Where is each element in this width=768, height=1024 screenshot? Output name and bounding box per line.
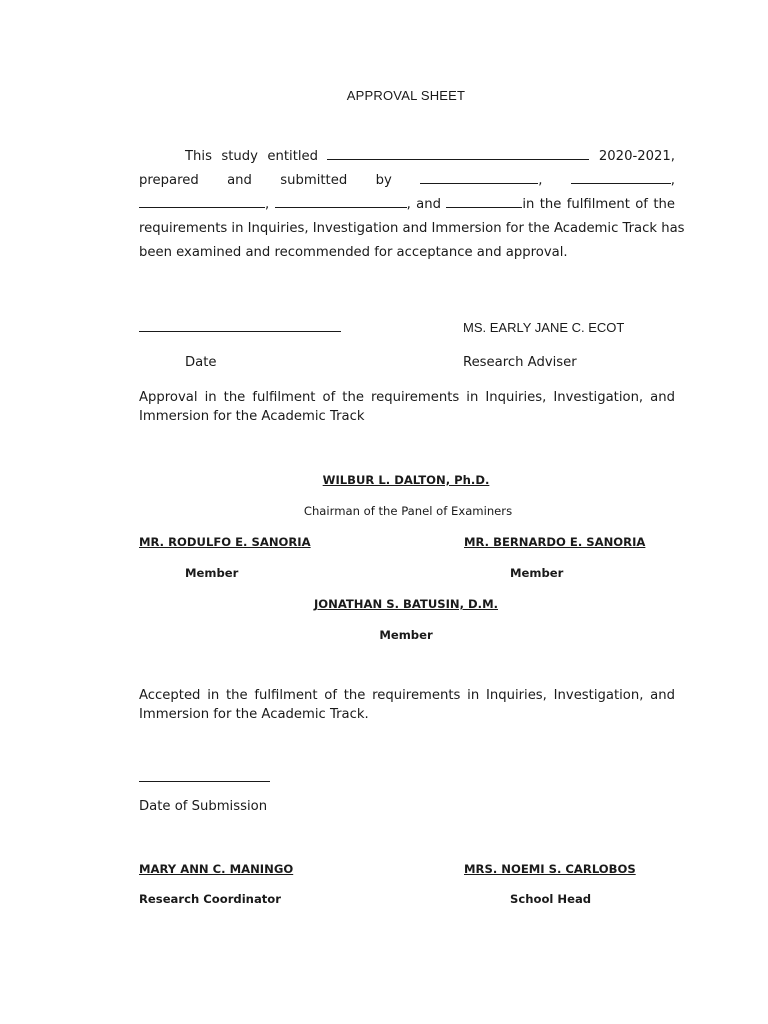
study-line-3: [139, 193, 675, 217]
submission-date-label: Date of Submission: [139, 799, 268, 814]
word-prepared: prepared: [139, 173, 199, 188]
school-head-name: MRS. NOEMI S. CARLOBOS: [464, 862, 636, 876]
study-title-blank: [327, 145, 589, 160]
coordinator-role: Research Coordinator: [139, 892, 281, 906]
researcher-4-slot: [275, 197, 441, 212]
adviser-name: MS. EARLY JANE C. ECOT: [463, 320, 625, 335]
study-line-5: been examined and recommended for acceptance and approval.: [139, 245, 568, 260]
study-line-1: [139, 145, 675, 169]
accepted-paragraph: [139, 686, 675, 724]
approval-paragraph: [139, 388, 675, 426]
study-line-4: requirements in Inquiries, Investigation and Immersion for the Academic Track has: [139, 221, 685, 236]
school-head-role: School Head: [510, 892, 592, 906]
fulfilment-text: in the fulfilment of the: [522, 197, 675, 212]
word-and: and: [227, 173, 252, 188]
researcher-1-blank: [420, 169, 538, 184]
chairman-name: WILBUR L. DALTON, Ph.D.: [322, 473, 490, 487]
researcher-5-slot: [446, 197, 675, 212]
adviser-role: Research Adviser: [463, 355, 577, 370]
researcher-3-slot: [139, 197, 269, 212]
researcher-2-slot: [571, 173, 675, 188]
researcher-4-blank: [275, 193, 407, 208]
researcher-5-blank: [446, 193, 522, 208]
researcher-3-blank: [139, 193, 265, 208]
comma-3: ,: [265, 197, 270, 212]
study-intro-text: This study entitled: [185, 149, 319, 164]
member-2-name: MR. BERNARDO E. SANORIA: [464, 535, 646, 549]
submission-date-line: [139, 781, 270, 782]
member-3-role: Member: [379, 628, 433, 642]
adviser-date-label: Date: [185, 355, 217, 370]
approval-line-1: Approval in the fulfilment of the requirements in Inquiries, Investigation, and: [139, 390, 675, 405]
page-title: APPROVAL SHEET: [346, 88, 466, 103]
accepted-line-1: Accepted in the fulfilment of the requirements in Inquiries, Investigation, and: [139, 688, 675, 703]
chairman-role: Chairman of the Panel of Examiners: [303, 504, 513, 518]
researcher-1-slot: [420, 173, 542, 188]
member-1-role: Member: [185, 566, 239, 580]
coordinator-name: MARY ANN C. MANINGO: [139, 862, 294, 876]
study-line-2: [139, 169, 675, 193]
adviser-date-line: [139, 331, 341, 332]
word-by: by: [375, 173, 392, 188]
comma-1: ,: [538, 173, 543, 188]
researcher-2-blank: [571, 169, 671, 184]
word-submitted: submitted: [280, 173, 348, 188]
study-paragraph: [139, 145, 685, 265]
member-3-name: JONATHAN S. BATUSIN, D.M.: [313, 597, 499, 611]
member-2-role: Member: [510, 566, 564, 580]
member-1-name: MR. RODULFO E. SANORIA: [139, 535, 311, 549]
school-year-text: 2020-2021,: [598, 149, 675, 164]
comma-2: ,: [670, 173, 675, 188]
and-text: , and: [406, 197, 441, 212]
approval-line-2: Immersion for the Academic Track: [139, 409, 365, 424]
accepted-line-2: Immersion for the Academic Track.: [139, 707, 369, 722]
